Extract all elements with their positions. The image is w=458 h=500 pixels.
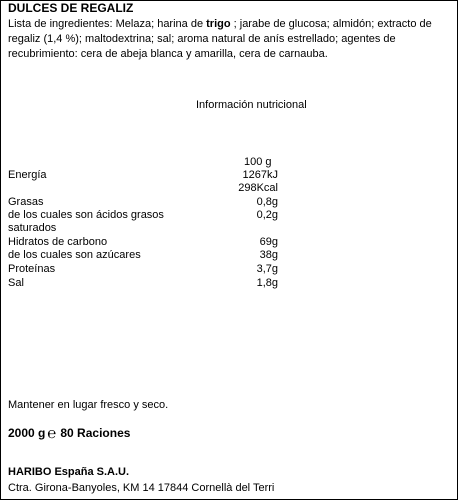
nutrition-heading: Información nutricional [196,99,307,111]
nutrient-value: 1,8g [256,277,278,289]
nutrition-row-sugars [8,249,278,262]
nutrient-value: 298Kcal [238,182,278,194]
estimated-sign-icon: ℮ [47,425,57,442]
nutrient-label: Sal [8,277,24,289]
portions: 80 Raciones [60,426,131,440]
nutrition-row-salt [8,277,278,290]
nutrient-value: 3,7g [256,263,278,275]
nutrition-row-saturated-cont [8,222,278,235]
nutrition-row-fat [8,196,278,209]
nutrient-label: Energía [8,169,47,181]
nutrient-label: de los cuales son azúcares [8,249,141,261]
nutrient-value: 38g [259,249,278,261]
nutrient-value: 1267kJ [242,169,278,181]
nutrition-row-protein [8,263,278,276]
nutrition-per-100g: 100 g [244,156,272,168]
ingredients-text-rest: ; jarabe de glucosa; almidón; extracto de regaliz (1,4 %); maltodextrina; sal; aroma natural de anís estrellado; agentes de recubrimiento: cera de abeja blanca y amarilla, cera de carnauba. [8,18,432,60]
nutrient-label: Proteínas [8,263,56,275]
storage-instructions: Mantener en lugar fresco y seco. [8,399,169,411]
company-name: HARIBO España S.A.U. [8,466,130,478]
package-info [8,427,130,440]
nutrition-row-carbohydrates [8,236,278,249]
nutrient-label: Hidratos de carbono [8,236,108,248]
nutrient-value: 0,8g [256,196,278,208]
nutrient-label: saturados [8,222,57,234]
nutrient-label: Grasas [8,196,44,208]
net-weight: 2000 g [8,426,46,440]
nutrition-row-energy-kcal [8,182,278,195]
nutrient-label: de los cuales son ácidos grasos [8,209,164,221]
allergen-wheat: trigo [206,18,231,30]
nutrient-value: 0,2g [256,209,278,221]
ingredients-list [8,17,448,62]
company-address: Ctra. Girona-Banyoles, KM 14 17844 Cornellà del Terri [8,482,275,494]
ingredients-text-start: Lista de ingredientes: Melaza; harina de [8,18,207,30]
product-title: DULCES DE REGALIZ [8,1,134,15]
nutrition-row-energy-kj [8,169,278,182]
nutrient-value: 69g [259,236,278,248]
nutrition-row-saturated-fat [8,209,278,222]
